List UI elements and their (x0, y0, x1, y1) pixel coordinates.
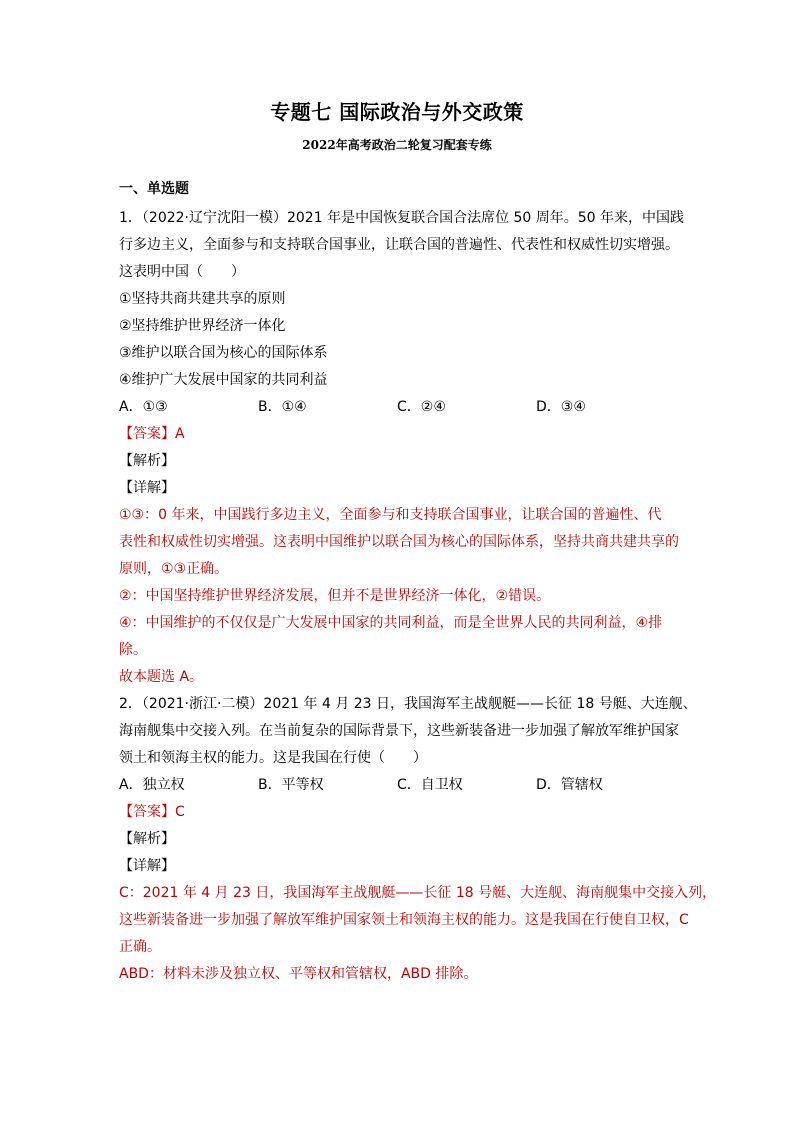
answer-options (119, 394, 699, 421)
detail-line: C：2021 年 4 月 23 日，我国海军主战舰艇——长征 18 号艇、大连舰、海南舰集中交接入列， (119, 885, 717, 901)
document-subtitle: 2022年高考政治二轮复习配套专练 (302, 138, 492, 152)
answer-label: 【答案】C (119, 804, 185, 820)
statement-item: ①坚持共商共建共享的原则 (119, 291, 286, 307)
detail-line: ④：中国维护的不仅仅是广大发展中国家的共同利益，而是全世界人民的共同利益，④排 (119, 615, 663, 631)
analysis-label: 【解析】 (119, 453, 175, 469)
question-1 (119, 205, 699, 691)
document-body (119, 176, 717, 988)
option-d: D．管辖权 (536, 777, 603, 793)
detail-line: ①③：0 年来，中国践行多边主义，全面参与和支持联合国事业，让联合国的普遍性、代 (119, 507, 662, 523)
option-a: A．独立权 (119, 777, 185, 793)
detail-line: ABD：材料未涉及独立权、平等权和管辖权，ABD 排除。 (119, 966, 478, 982)
answer-options (119, 772, 699, 799)
statement-item: ②坚持维护世界经济一体化 (119, 318, 286, 334)
question-stem-line: 1．（2022·辽宁沈阳一模）2021 年是中国恢复联合国合法席位 50 周年。50 年来，中国践 (119, 210, 685, 226)
document-title: 专题七 国际政治与外交政策 (270, 100, 524, 124)
section-heading: 一、单选题 (119, 181, 189, 197)
statement-item: ④维护广大发展中国家的共同利益 (119, 372, 328, 388)
conclusion-line: 故本题选 A。 (119, 669, 204, 685)
detail-line: 表性和权威性切实增强。这表明中国维护以联合国为核心的国际体系，坚持共商共建共享的 (119, 534, 679, 550)
statement-item: ③维护以联合国为核心的国际体系 (119, 345, 328, 361)
question-stem-line: 海南舰集中交接入列。在当前复杂的国际背景下，这些新装备进一步加强了解放军维护国家 (119, 723, 679, 739)
detail-line: 正确。 (119, 939, 161, 955)
detail-line: 除。 (119, 642, 147, 658)
option-b: B．平等权 (258, 777, 324, 793)
question-stem-line: 领土和领海主权的能力。这是我国在行使（ ） (119, 750, 427, 766)
question-stem-line: 2．（2021·浙江·二模）2021 年 4 月 23 日，我国海军主战舰艇——长征 18 号艇、大连舰、 (119, 696, 697, 712)
question-stem-line: 行多边主义，全面参与和支持联合国事业，让联合国的普遍性、代表性和权威性切实增强。 (119, 237, 679, 253)
option-c: C．自卫权 (397, 777, 463, 793)
option-b: B．①④ (258, 399, 307, 415)
detail-label: 【详解】 (119, 858, 175, 874)
option-a: A．①③ (119, 399, 168, 415)
option-d: D．③④ (536, 399, 586, 415)
detail-label: 【详解】 (119, 480, 175, 496)
question-2 (119, 691, 717, 988)
analysis-label: 【解析】 (119, 831, 175, 847)
answer-label: 【答案】A (119, 426, 185, 442)
detail-line: 这些新装备进一步加强了解放军维护国家领土和领海主权的能力。这是我国在行使自卫权，C (119, 912, 689, 928)
detail-line: ②：中国坚持维护世界经济发展，但并不是世界经济一体化，②错误。 (119, 588, 551, 604)
option-c: C．②④ (397, 399, 446, 415)
question-stem-line: 这表明中国（ ） (119, 264, 245, 280)
detail-line: 原则，①③正确。 (119, 561, 229, 577)
